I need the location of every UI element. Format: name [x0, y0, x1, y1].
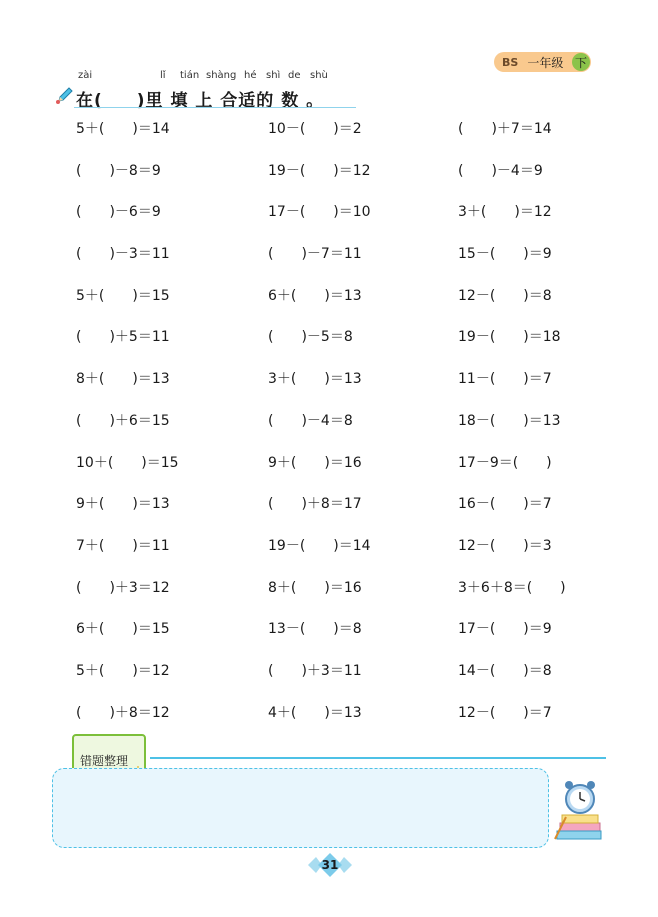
problem-row [76, 618, 616, 660]
problem[interactable]: 9＋( )＝16 [268, 454, 362, 471]
problem[interactable]: ( )＋6＝15 [76, 412, 170, 429]
problem[interactable]: 11－( )＝7 [458, 371, 552, 388]
problem[interactable]: ( )＋7＝14 [458, 121, 552, 137]
problem[interactable]: 9＋( )＝13 [76, 496, 170, 513]
problem-row [76, 660, 616, 702]
page-number-text: 31 [321, 858, 339, 872]
problem[interactable]: 5＋( )＝15 [76, 287, 170, 304]
problem[interactable]: 4＋( )＝13 [268, 704, 362, 721]
pinyin-zai: zài [78, 70, 93, 81]
problem[interactable]: ( )＋5＝11 [76, 329, 170, 346]
problem-row [76, 452, 616, 494]
problem-row [76, 160, 616, 202]
problem[interactable]: 14－( )＝8 [458, 662, 552, 679]
page-number [308, 852, 352, 882]
problem-row [76, 577, 616, 619]
problem[interactable]: ( )－8＝9 [76, 162, 161, 179]
term-label: 下 [572, 53, 590, 71]
problem[interactable]: 19－( )＝18 [458, 329, 561, 346]
section-divider [150, 757, 606, 759]
pencil-icon [56, 86, 74, 104]
problem[interactable]: ( )＋3＝12 [76, 579, 170, 596]
problem[interactable]: 17－( )＝10 [268, 204, 371, 221]
problem-row [76, 201, 616, 243]
pinyin-de: de [288, 70, 301, 81]
problem[interactable]: 16－( )＝7 [458, 496, 552, 513]
problem[interactable]: 10－( )＝2 [268, 121, 362, 137]
instruction-text-after: )里 填 上 合适的 数 。 [136, 91, 325, 111]
problem[interactable]: ( )－3＝11 [76, 246, 170, 263]
problem[interactable]: 17－9＝( ) [458, 454, 552, 471]
problem[interactable]: 8＋( )＝13 [76, 371, 170, 388]
problem[interactable]: 13－( )＝8 [268, 621, 362, 638]
pinyin-li: lǐ [160, 70, 166, 81]
problem[interactable]: ( )－5＝8 [268, 329, 353, 346]
problem[interactable]: 10＋( )＝15 [76, 454, 179, 471]
problem[interactable]: 3＋( )＝12 [458, 204, 552, 221]
problem[interactable]: ( )＋3＝11 [268, 662, 362, 679]
problem[interactable]: 6＋( )＝15 [76, 621, 170, 638]
pinyin-tian: tián [180, 70, 200, 81]
problem-row [76, 410, 616, 452]
pinyin-he: hé [244, 70, 257, 81]
problem[interactable]: 12－( )＝7 [458, 704, 552, 721]
instruction-text-before: 在( [76, 91, 103, 111]
problem-row [76, 326, 616, 368]
problem[interactable]: ( )＋8＝12 [76, 704, 170, 721]
grade-badge [494, 52, 591, 72]
problem[interactable]: 6＋( )＝13 [268, 287, 362, 304]
problem[interactable]: 17－( )＝9 [458, 621, 552, 638]
problem[interactable]: 8＋( )＝16 [268, 579, 362, 596]
problem[interactable]: 12－( )＝3 [458, 537, 552, 554]
pinyin-shu: shù [310, 70, 328, 81]
pinyin-shang: shàng [206, 70, 237, 81]
grade-label: 一年级 [527, 55, 564, 70]
problem[interactable]: 7＋( )＝11 [76, 537, 170, 554]
problem-row [76, 118, 616, 160]
pinyin-shi: shì [266, 70, 281, 81]
problem[interactable]: 12－( )＝8 [458, 287, 552, 304]
problem[interactable]: 18－( )＝13 [458, 412, 561, 429]
problem[interactable]: 3＋6＋8＝( ) [458, 579, 566, 596]
problem[interactable]: 5＋( )＝12 [76, 662, 170, 679]
problem-grid [76, 118, 616, 743]
problem-row [76, 493, 616, 535]
title-underline [74, 107, 356, 108]
problem[interactable]: ( )－6＝9 [76, 204, 161, 221]
problem[interactable]: 19－( )＝14 [268, 537, 371, 554]
series-label: BS [502, 55, 519, 69]
problem-row [76, 285, 616, 327]
error-section-label: 错题整理 [80, 754, 129, 768]
problem-row [76, 702, 616, 744]
error-notes-area[interactable] [52, 768, 549, 848]
problem-row [76, 535, 616, 577]
problem-row [76, 243, 616, 285]
problem[interactable]: 19－( )＝12 [268, 162, 371, 179]
problem[interactable]: ( )＋8＝17 [268, 496, 362, 513]
alarm-clock-books-icon [552, 777, 606, 841]
problem-row [76, 368, 616, 410]
problem[interactable]: ( )－7＝11 [268, 246, 362, 263]
problem[interactable]: ( )－4＝9 [458, 162, 543, 179]
problem[interactable]: 15－( )＝9 [458, 246, 552, 263]
problem[interactable]: 3＋( )＝13 [268, 371, 362, 388]
problem[interactable]: ( )－4＝8 [268, 412, 353, 429]
problem[interactable]: 5＋( )＝14 [76, 121, 170, 137]
